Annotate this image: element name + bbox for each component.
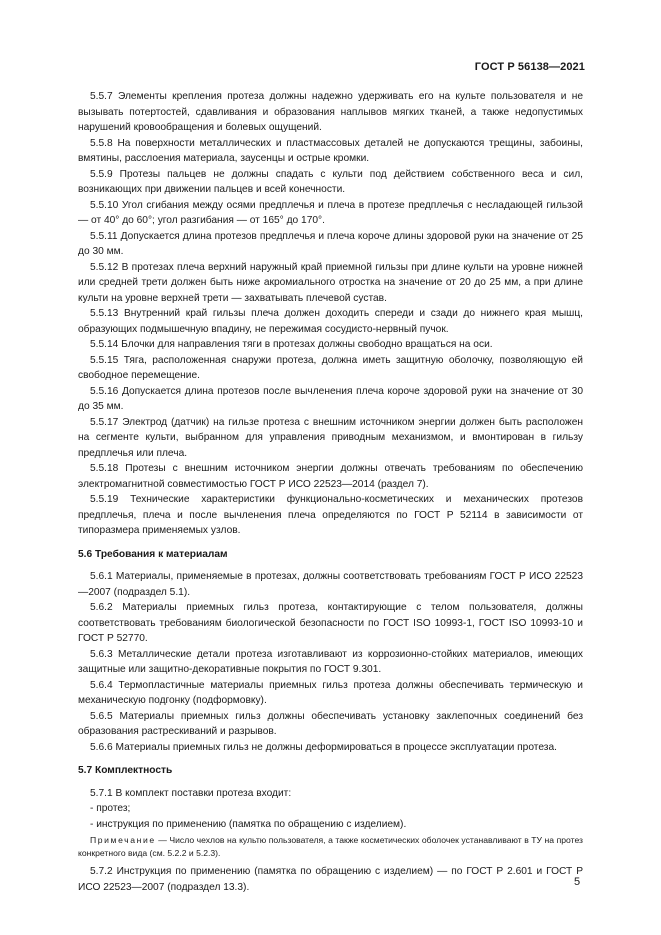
paragraph: 5.5.10 Угол сгибания между осями предплечья и плеча в протезе предплечья с несладающей гильзой — от 40° до 60°; угол разгибания — от 165° до 170°. (78, 199, 583, 226)
list-item: - инструкция по применению (памятка по обращению с изделием). (90, 818, 407, 830)
note (78, 834, 583, 860)
document-body (78, 89, 583, 895)
paragraph: 5.5.8 На поверхности металлических и пластмассовых деталей не допускаются трещины, забоины, вмятины, расслоения материала, заусенцы и острые кромки. (78, 137, 583, 164)
paragraph: 5.5.11 Допускается длина протезов предплечья и плеча короче длины здоровой руки на значение от 25 до 30 мм. (78, 230, 583, 257)
paragraph: 5.5.19 Технические характеристики функционально-косметических и механических протезов предплечья, плеча и после вычленения плеча определяются по ГОСТ Р 52114 в зависимости от типоразмера применяемых узлов. (78, 494, 583, 536)
paragraph: 5.5.16 Допускается длина протезов после вычленения плеча короче здоровой руки на значение от 30 до 35 мм. (78, 385, 583, 412)
paragraph: 5.6.4 Термопластичные материалы приемных гильз протеза должны обеспечивать термическую и механическую подгонку (подформовку). (78, 679, 583, 706)
paragraph: 5.6.3 Металлические детали протеза изготавливают из коррозионно-стойких материалов, имеющих защитные или защитно-декоративные покрытия по ГОСТ 9.301. (78, 648, 583, 675)
list-item: - протез; (90, 803, 131, 814)
note-label: Примечание (90, 835, 156, 845)
paragraph: 5.6.5 Материалы приемных гильз должны обеспечивать установку заклепочных соединений без образования растрескиваний и разрывов. (78, 710, 583, 737)
paragraph: 5.6.2 Материалы приемных гильз протеза, контактирующие с телом пользователя, должны соответствовать требованиям биологической безопасности по ГОСТ ISO 10993-1, ГОСТ ISO 10993-10 и ГОСТ Р 52770. (78, 602, 583, 644)
document-header: ГОСТ Р 56138—2021 (474, 61, 585, 73)
paragraph: 5.6.1 Материалы, применяемые в протезах, должны соответствовать требованиям ГОСТ Р ИСО 22523—2007 (подраздел 5.1). (78, 571, 583, 598)
paragraph: 5.5.17 Электрод (датчик) на гильзе протеза с внешним источником энергии должен быть расположен на сегменте культи, выбранном для управления приводным механизмом, и вмонтирован в гильзу предплечья или плеча. (78, 416, 583, 459)
page-number: 5 (574, 876, 581, 888)
section-heading: 5.7 Комплектность (78, 765, 173, 776)
paragraph: 5.5.15 Тяга, расположенная снаружи протеза, должна иметь защитную оболочку, позволяющую ей свободное перемещение. (78, 354, 583, 381)
list-item: 5.7.1 В комплект поставки протеза входит: (90, 787, 292, 799)
paragraph: 5.5.7 Элементы крепления протеза должны надежно удерживать его на культе пользователя и не вызывать потертостей, сдавливания и образования наплывов мягких тканей, а также недопустимых нарушений кровообращения и болевых ощущений. (78, 91, 583, 133)
paragraph: 5.5.14 Блочки для направления тяги в протезах должны свободно вращаться на оси. (90, 339, 493, 350)
paragraph: 5.5.13 Внутренний край гильзы плеча должен доходить спереди и сзади до нижнего края мышц, образующих подмышечную впадину, не пережимая сосудисто-нервный пучок. (78, 308, 583, 335)
note-text: — Число чехлов на культю пользователя, а также косметических оболочек устанавливают в ТУ на протез конкретного вида (см. 5.2.2 и 5.2.3). (78, 835, 583, 858)
paragraph: 5.7.2 Инструкция по применению (памятка по обращению с изделием) — по ГОСТ Р 2.601 и ГОСТ Р ИСО 22523—2007 (подраздел 13.3). (78, 866, 583, 893)
paragraph: 5.5.12 В протезах плеча верхний наружный край приемной гильзы при длине культи на уровне нижней или средней трети должен быть ниже акромиального отростка на значение от 20 до 25 мм, а при длине культи на уровне верхней трети — захватывать плечевой сустав. (78, 261, 583, 304)
section-heading: 5.6 Требования к материалам (78, 548, 228, 560)
paragraph: 5.5.9 Протезы пальцев не должны спадать с культи под действием собственного веса и сил, возникающих при движении пальцев и всей конечности. (78, 168, 583, 195)
paragraph: 5.6.6 Материалы приемных гильз не должны деформироваться в процессе эксплуатации протеза. (90, 741, 557, 753)
paragraph: 5.5.18 Протезы с внешним источником энергии должны отвечать требованиям по обеспечению электромагнитной совместимостью ГОСТ Р ИСО 22523—2014 (раздел 7). (78, 463, 583, 490)
